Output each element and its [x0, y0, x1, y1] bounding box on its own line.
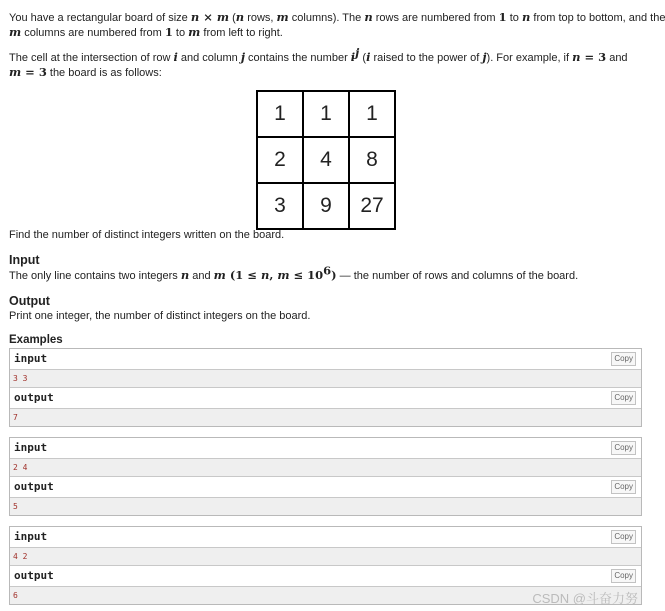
input-header	[10, 527, 641, 548]
output-header	[10, 477, 641, 498]
board-cell: 1	[349, 91, 395, 137]
find-text: Find the number of distinct integers written on the board.	[9, 229, 285, 241]
board-cell: 8	[349, 137, 395, 183]
board-cell: 9	[303, 183, 349, 229]
statement-line-1: You have a rectangular board of size n × m (n rows, m columns). The n rows are numbered from 1 to n from top to bottom, and the	[9, 10, 665, 24]
output-label: output	[14, 391, 54, 404]
input-label: input	[14, 530, 48, 543]
board-cell: 1	[257, 91, 303, 137]
statement-line-4: m = 3 the board is as follows:	[9, 65, 162, 79]
examples-heading: Examples	[9, 334, 63, 346]
board-cell: 27	[349, 183, 395, 229]
example-output: 6	[10, 587, 641, 604]
board-cell: 4	[303, 137, 349, 183]
output-header	[10, 566, 641, 587]
copy-button[interactable]: Copy	[611, 352, 636, 366]
input-description: The only line contains two integers n and m (1 ≤ n, $m \le 10^6$) — the number of rows and columns of the board.	[9, 263, 579, 282]
statement-line-2: m columns are numbered from 1 to m from left to right.	[9, 25, 283, 39]
example-output: 5	[10, 498, 641, 515]
output-heading: Output	[9, 294, 50, 308]
copy-button[interactable]: Copy	[611, 569, 636, 583]
example-block-1	[9, 348, 642, 427]
output-header	[10, 388, 641, 409]
input-label: input	[14, 352, 48, 365]
board-cell: 2	[257, 137, 303, 183]
input-header	[10, 349, 641, 370]
input-label: input	[14, 441, 48, 454]
example-block-2	[9, 437, 642, 516]
input-header	[10, 438, 641, 459]
output-description: Print one integer, the number of distinct integers on the board.	[9, 310, 311, 322]
copy-button[interactable]: Copy	[611, 391, 636, 405]
watermark: CSDN @斗奋力努	[532, 591, 638, 606]
output-label: output	[14, 569, 54, 582]
example-output: 7	[10, 409, 641, 426]
output-label: output	[14, 480, 54, 493]
input-heading: Input	[9, 253, 40, 267]
example-input: 4 2	[10, 548, 641, 566]
board-cell: 1	[303, 91, 349, 137]
example-input: 2 4	[10, 459, 641, 477]
board-cell: 3	[257, 183, 303, 229]
example-input: 3 3	[10, 370, 641, 388]
copy-button[interactable]: Copy	[611, 480, 636, 494]
statement-line-3: The cell at the intersection of row i and column j contains the number $i^j$ (i raised to the power of j). For example, if n = 3 and	[9, 45, 628, 64]
copy-button[interactable]: Copy	[611, 530, 636, 544]
copy-button[interactable]: Copy	[611, 441, 636, 455]
example-board	[256, 90, 396, 230]
